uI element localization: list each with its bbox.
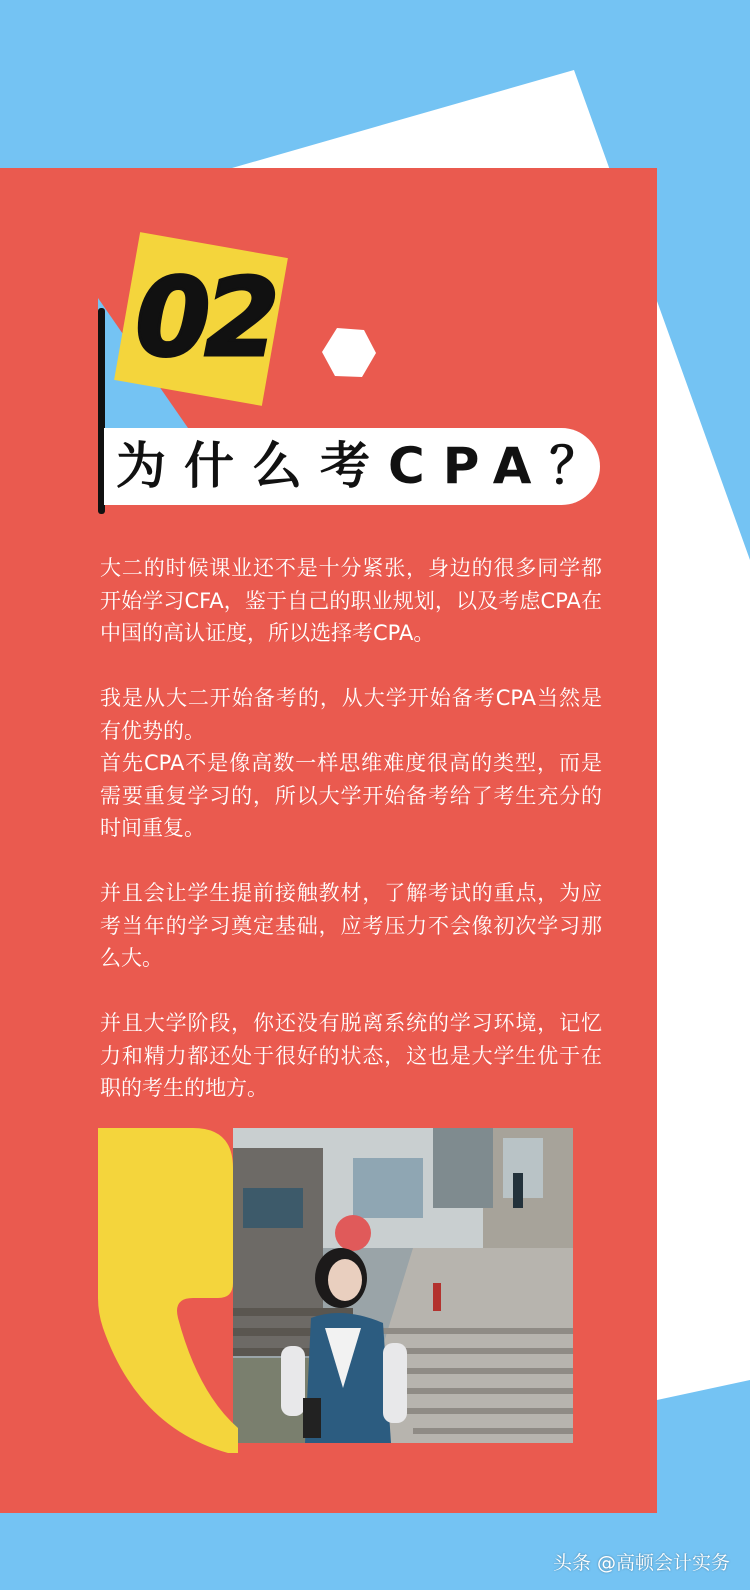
paragraph-1: 大二的时候课业还不是十分紧张，身边的很多同学都开始学习CFA，鉴于自己的职业规划，以及考虑CPA在中国的高认证度，所以选择考CPA。 <box>100 556 602 645</box>
quote-icon <box>98 1128 238 1453</box>
section-title: 为什么考CPA？ <box>116 437 618 495</box>
watermark-text: 头条 @高顿会计实务 <box>552 1552 730 1574</box>
article-body <box>100 552 602 1137</box>
section-number: 02 <box>135 255 274 381</box>
photo-illustration <box>233 1128 573 1443</box>
paragraph-3: 并且会让学生提前接触教材，了解考试的重点，为应考当年的学习奠定基础，应考压力不会像初次学习那么大。 <box>100 881 602 970</box>
paragraph-4: 并且大学阶段，你还没有脱离系统的学习环境，记忆力和精力都还处于很好的状态，这也是大学生优于在职的考生的地方。 <box>100 1011 602 1100</box>
student-photo <box>233 1128 573 1443</box>
paragraph-2: 我是从大二开始备考的，从大学开始备考CPA当然是有优势的。 首先CPA不是像高数一样思维难度很高的类型，而是需要重复学习的，所以大学开始备考给了考生充分的时间重复。 <box>100 686 602 840</box>
hexagon-icon <box>322 326 376 380</box>
